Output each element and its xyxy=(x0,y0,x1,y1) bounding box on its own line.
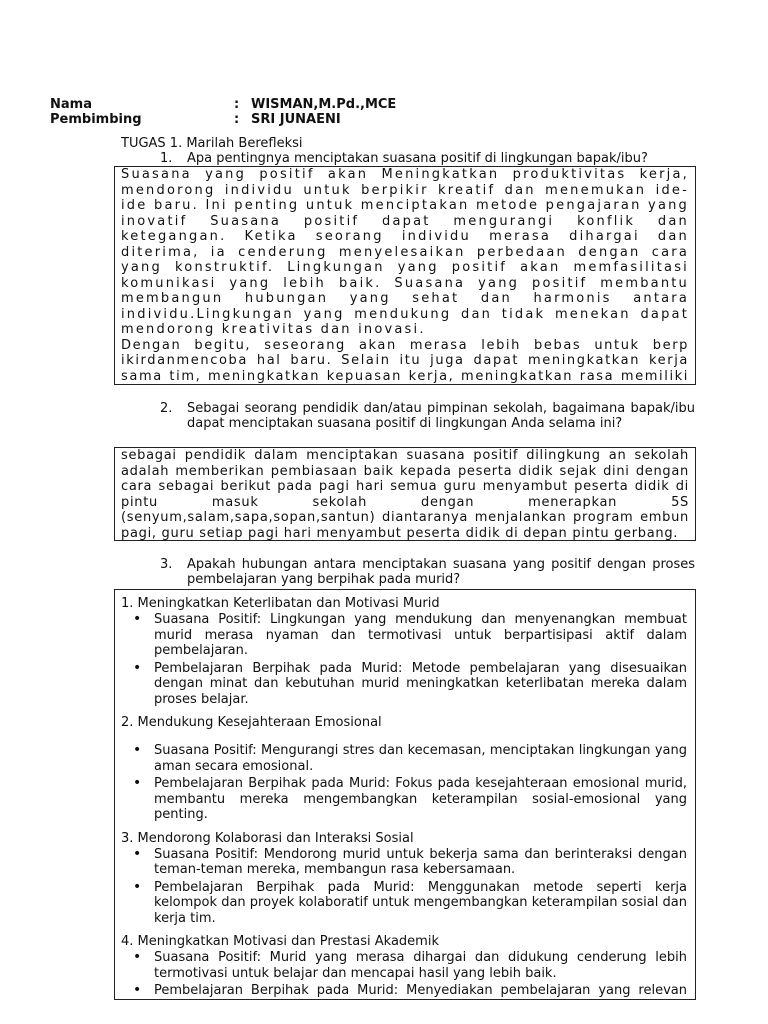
pembimbing-label: Pembimbing xyxy=(50,112,142,127)
nama-value: WISMAN,M.Pd.,MCE xyxy=(251,97,397,112)
answer-3-box xyxy=(114,589,696,1000)
section-1-list xyxy=(121,612,687,707)
section-3-bullet-2: • Pembelajaran Berpihak pada Murid: Menggunakan metode seperti kerja kelompok dan proyek kolaboratif untuk mengembangkan keterampilan sosial dan kerja tim. xyxy=(121,880,687,927)
answer-1-paragraph-2: Dengan begitu, seseorang akan merasa lebih bebas untuk berp ikirdanmencoba hal baru. Selain itu juga dapat meningkatkan kerja sama tim, meningkatkan kepuasan kerja, meningkatkan rasa memiliki xyxy=(121,337,689,384)
nama-separator: : xyxy=(234,97,240,112)
section-1-bullet-1: • Suasana Positif: Lingkungan yang mendukung dan menyenangkan membuat murid merasa nyaman dan termotivasi untuk berpartisipasi aktif dalam pembelajaran. xyxy=(121,612,687,659)
section-4-title: 4. Meningkatkan Motivasi dan Prestasi Akademik xyxy=(121,934,439,949)
question-2-text: Sebagai seorang pendidik dan/atau pimpinan sekolah, bagaimana bapak/ibu dapat menciptakan suasana positif di lingkungan Anda selama ini? xyxy=(187,401,695,431)
section-2-bullet-1: • Suasana Positif: Mengurangi stres dan kecemasan, menciptakan lingkungan yang aman secara emosional. xyxy=(121,743,687,774)
nama-label: Nama xyxy=(50,97,92,112)
question-3 xyxy=(160,557,695,587)
question-3-number: 3. xyxy=(160,557,173,572)
answer-2-text: sebagai pendidik dalam menciptakan suasana positif dilingkung an sekolah adalah memberikan pembiasaan baik kepada peserta didik sejak dini dengan cara sebagai berikut pada pagi hari semua guru menyambut peserta didik di pintu masuk sekolah dengan menerapkan 5S (senyum,salam,sapa,sopan,santun) diantaranya menjalankan program embun pagi, guru setiap pagi hari menyambut peserta didik di depan pintu gerbang. xyxy=(121,448,689,541)
question-2 xyxy=(160,401,695,431)
section-2-bullet-2: • Pembelajaran Berpihak pada Murid: Fokus pada kesejahteraan emosional murid, membantu mereka mengembangkan keterampilan sosial-emosional yang penting. xyxy=(121,776,687,823)
answer-1-paragraph-1: Suasana yang positif akan Meningkatkan produktivitas kerja, mendorong individu untuk berpikir kreatif dan menemukan ide-ide baru. Ini penting untuk menciptakan metode pengajaran yang inovatif Suasana positif dapat mengurangi konflik dan ketegangan. Ketika seorang individu merasa dihargai dan diterima, ia cenderung menyelesaikan perbedaan dengan cara yang konstruktif. Lingkungan yang positif akan memfasilitasi komunikasi yang lebih baik. Suasana yang positif membantu membangun hubungan yang sehat dan harmonis antara individu.Lingkungan yang mendukung dan tidak menekan dapat mendorong kreativitas dan inovasi. xyxy=(121,167,689,337)
section-3-list xyxy=(121,847,687,927)
answer-1-box xyxy=(114,166,696,385)
pembimbing-value: SRI JUNAENI xyxy=(251,112,341,127)
section-4-bullet-1: • Suasana Positif: Murid yang merasa dihargai dan didukung cenderung lebih termotivasi untuk belajar dan mencapai hasil yang lebih baik. xyxy=(121,950,687,981)
section-2-title: 2. Mendukung Kesejahteraan Emosional xyxy=(121,715,382,730)
section-2-list xyxy=(121,743,687,823)
section-1-bullet-2: • Pembelajaran Berpihak pada Murid: Metode pembelajaran yang disesuaikan dengan minat dan kebutuhan murid meningkatkan keterlibatan mereka dalam proses belajar. xyxy=(121,661,687,708)
question-2-number: 2. xyxy=(160,401,173,416)
section-3-bullet-1: • Suasana Positif: Mendorong murid untuk bekerja sama dan berinteraksi dengan teman-teman mereka, membangun rasa kebersamaan. xyxy=(121,847,687,878)
pembimbing-separator: : xyxy=(234,112,240,127)
section-1-title: 1. Meningkatkan Keterlibatan dan Motivasi Murid xyxy=(121,596,440,611)
section-4-list xyxy=(121,950,687,1000)
question-3-text: Apakah hubungan antara menciptakan suasana yang positif dengan proses pembelajaran yang berpihak pada murid? xyxy=(187,557,695,587)
question-1-text: Apa pentingnya menciptakan suasana positif di lingkungan bapak/ibu? xyxy=(187,151,648,166)
question-1 xyxy=(160,151,697,166)
section-3-title: 3. Mendorong Kolaborasi dan Interaksi Sosial xyxy=(121,830,414,846)
answer-2-box xyxy=(114,447,696,541)
task-title: TUGAS 1. Marilah Berefleksi xyxy=(121,136,303,151)
section-4-bullet-2: • Pembelajaran Berpihak pada Murid: Menyediakan pembelajaran yang relevan xyxy=(121,983,687,1000)
question-1-number: 1. xyxy=(160,151,173,166)
